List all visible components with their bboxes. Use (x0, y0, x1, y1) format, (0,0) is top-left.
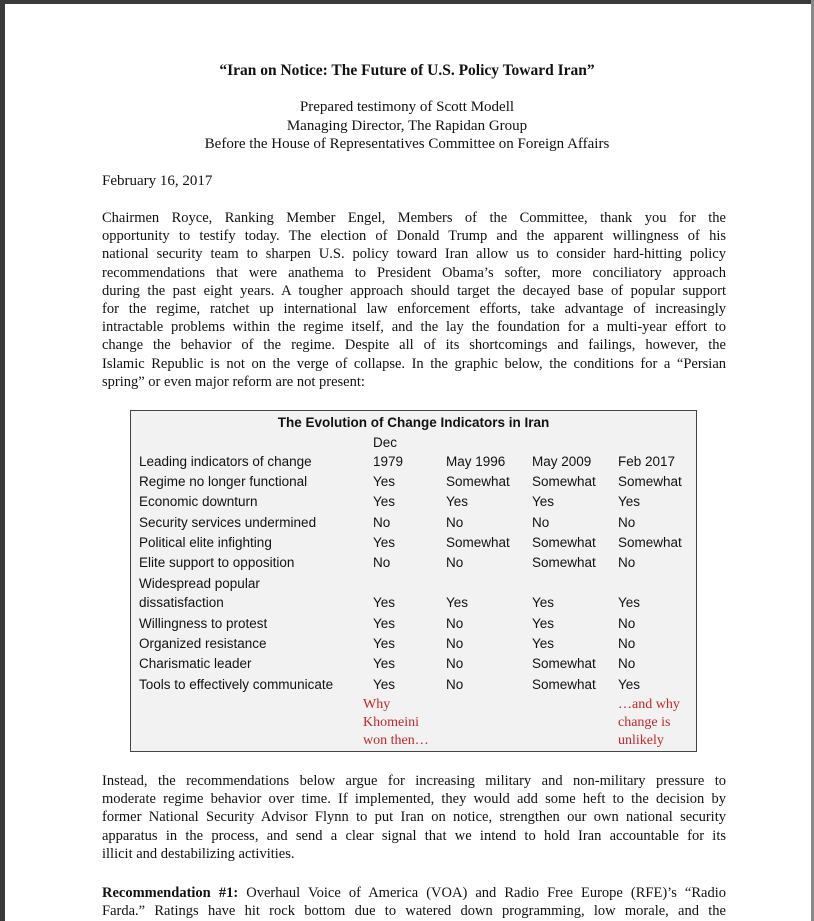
cell-may-2009: Somewhat (532, 474, 596, 489)
annotation-line: won then… (363, 733, 429, 748)
cell-feb-2017: Somewhat (618, 534, 682, 550)
testimony-date: February 16, 2017 (102, 173, 213, 189)
cell-may-2009: Somewhat (532, 656, 596, 672)
committee-line: Before the House of Representatives Committee on Foreign Affairs (204, 136, 610, 152)
annotation-line: Khomeini (363, 715, 419, 730)
column-header-may-2009: May 2009 (532, 454, 592, 469)
column-header-1979: 1979 (373, 454, 404, 469)
indicator-label: Willingness to protest (139, 615, 268, 631)
cell-feb-2017: Yes (618, 494, 641, 510)
indicator-label: Widespread popular (139, 575, 260, 591)
indicator-label: Elite support to opposition (139, 555, 295, 571)
change-indicators-table (130, 410, 697, 752)
cell-may-2009: Somewhat (532, 676, 596, 692)
column-header-feb-2017: Feb 2017 (618, 454, 676, 469)
author-role-line: Managing Director, The Rapidan Group (286, 118, 528, 134)
cell-may-1996: Yes (446, 494, 469, 510)
cell-may-1996: No (446, 514, 464, 530)
indicator-label: Political elite infighting (139, 534, 272, 550)
cell-feb-2017: Somewhat (618, 474, 682, 489)
followup-line: illicit and destabilizing activities. (102, 845, 295, 862)
intro-line: during the past eight years. A tougher approach should target the decayed base of popular support (102, 282, 726, 299)
cell-feb-2017: No (618, 615, 636, 631)
intro-line: Islamic Republic is not on the verge of collapse. In the graphic below, the conditions for a “Persian (102, 355, 726, 372)
indicator-label: Regime no longer functional (139, 474, 308, 489)
cell-may-2009: Yes (532, 494, 555, 510)
annotation-line: …and why (618, 697, 680, 712)
cell-feb-2017: No (618, 555, 636, 571)
intro-line: national security team to sharpen U.S. policy toward Iran allow us to consider hard-hitting policy (102, 246, 726, 263)
cell-may-1996: Somewhat (446, 534, 510, 550)
cell-feb-2017: Yes (618, 595, 641, 611)
cell-may-2009: No (532, 514, 550, 530)
cell-may-1996: No (446, 555, 464, 571)
intro-line: for the regime, ratchet up international law enforcement efforts, take advantage of increasingly (102, 301, 726, 318)
annotation-line: Why (363, 697, 391, 712)
cell-feb-2017: No (618, 656, 636, 672)
indicator-label: Charismatic leader (139, 656, 252, 672)
cell-may-2009: Somewhat (532, 534, 596, 550)
cell-may-1996: No (446, 676, 464, 692)
followup-paragraph (102, 772, 726, 863)
cell-dec-1979: Yes (373, 656, 396, 672)
cell-dec-1979: No (373, 555, 391, 571)
indicator-label: Security services undermined (139, 514, 317, 530)
indicator-label: dissatisfaction (139, 595, 224, 611)
intro-line: spring” or even major reform are not present: (102, 373, 365, 390)
annotation-line: unlikely (618, 733, 664, 748)
table-caption: The Evolution of Change Indicators in Iran (277, 415, 550, 430)
cell-feb-2017: Yes (618, 676, 641, 692)
cell-may-1996: No (446, 635, 464, 651)
intro-paragraph (102, 209, 726, 391)
recommendation-text: Overhaul Voice of America (VOA) and Radio Free Europe (RFE)’s “Radio (238, 885, 726, 901)
followup-line: former National Security Advisor Flynn to put Iran on notice, strengthen our own national security (102, 809, 726, 826)
intro-line: recommendations that were anathema to President Obama’s softer, more conciliatory approach (102, 264, 726, 281)
cell-dec-1979: Yes (373, 635, 396, 651)
annotation-line: change is (618, 715, 671, 730)
cell-may-1996: Somewhat (446, 474, 510, 489)
intro-line: Chairmen Royce, Ranking Member Engel, Members of the Committee, thank you for the (102, 210, 726, 226)
cell-may-2009: Yes (532, 615, 555, 631)
column-header-may-1996: May 1996 (446, 454, 506, 469)
cell-may-1996: No (446, 656, 464, 672)
annotation-change-unlikely (618, 696, 680, 750)
intro-line: change the behavior of the regime. Despite all of its shortcomings and failings, however, the (102, 337, 726, 354)
row-header-label: Leading indicators of change (139, 454, 312, 469)
recommendation-label: Recommendation #1: (102, 885, 239, 901)
recommendation-line: Farda.” Ratings have hit rock bottom due to watered down programming, low morale, and the (102, 903, 726, 920)
cell-may-2009: Yes (532, 635, 555, 651)
followup-line: Instead, the recommendations below argue for increasing military and non-military pressure to (102, 773, 726, 789)
cell-may-1996: Yes (446, 595, 469, 611)
indicator-label: Economic downturn (139, 494, 258, 510)
cell-dec-1979: Yes (373, 676, 396, 692)
indicator-label: Tools to effectively communicate (139, 676, 334, 692)
document-title: “Iran on Notice: The Future of U.S. Policy Toward Iran” (219, 62, 595, 79)
intro-line: opportunity to testify today. The election of Donald Trump and the apparent willingness of his (102, 228, 726, 245)
column-header-dec: Dec (373, 435, 398, 450)
cell-may-2009: Somewhat (532, 555, 596, 571)
cell-may-2009: Yes (532, 595, 555, 611)
recommendation-paragraph (102, 884, 726, 920)
cell-feb-2017: No (618, 514, 636, 530)
indicator-label: Organized resistance (139, 635, 267, 651)
cell-feb-2017: No (618, 635, 636, 651)
intro-line: intractable problems within the regime itself, and the lay the foundation for a multi-year effort to (102, 319, 726, 336)
followup-line: moderate regime behavior over time. If implemented, they would add some heft to the decision by (102, 791, 726, 808)
annotation-why-khomeini (363, 696, 429, 750)
cell-dec-1979: Yes (373, 494, 396, 510)
cell-dec-1979: Yes (373, 474, 396, 489)
cell-dec-1979: No (373, 514, 391, 530)
cell-may-1996: No (446, 615, 464, 631)
prepared-by-line: Prepared testimony of Scott Modell (299, 99, 515, 115)
window-top-border (0, 0, 814, 4)
cell-dec-1979: Yes (373, 534, 396, 550)
recommendation-line (102, 884, 726, 902)
cell-dec-1979: Yes (373, 615, 396, 631)
cell-dec-1979: Yes (373, 595, 396, 611)
followup-line: apparatus in the process, and send a clear signal that we intend to hold Iran accountable for its (102, 827, 726, 844)
